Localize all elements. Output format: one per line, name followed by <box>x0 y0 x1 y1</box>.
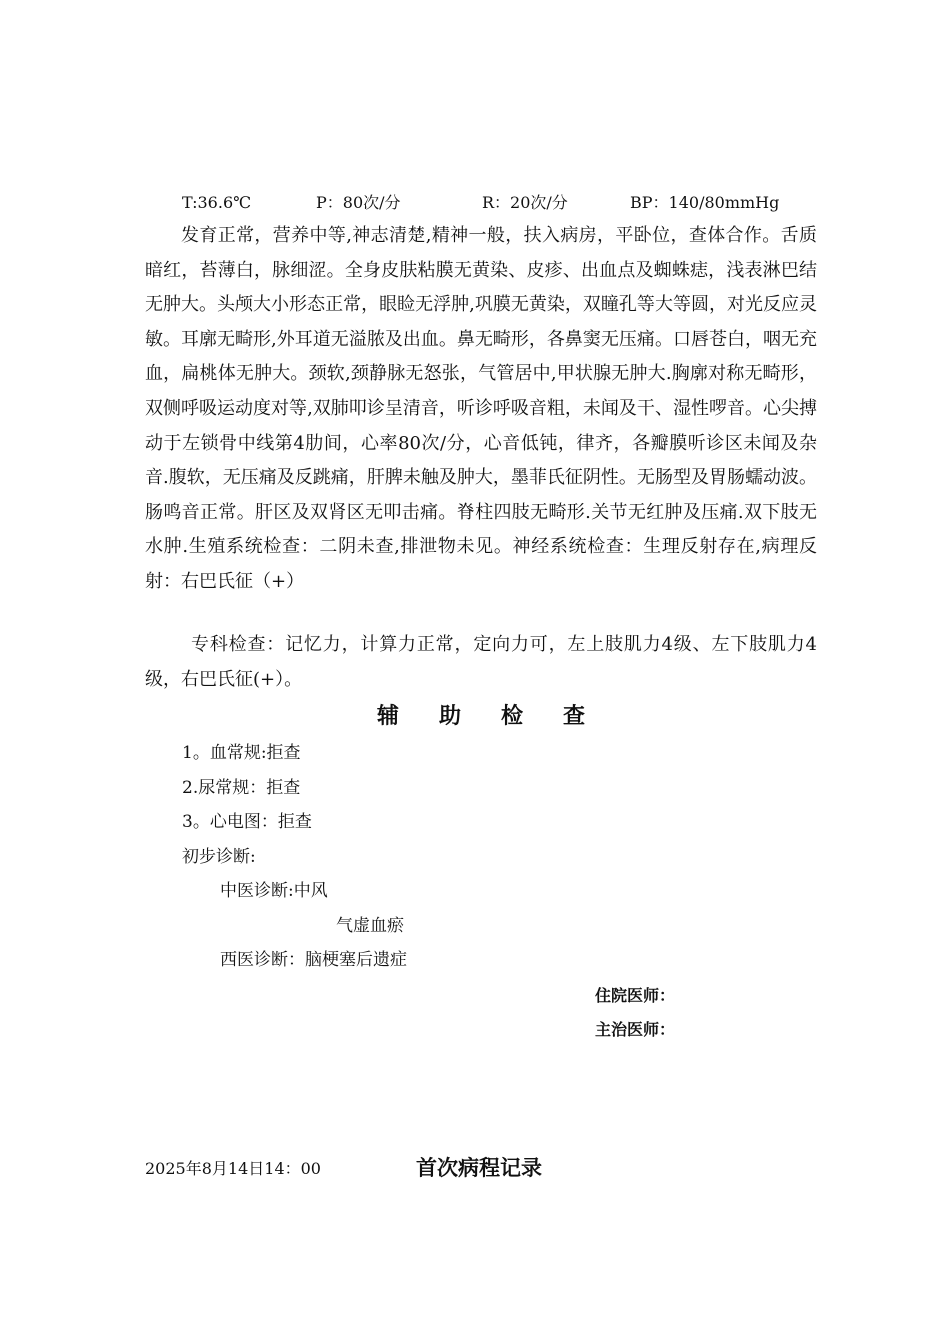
aux-item-blood-routine: 1。血常规:拒查 <box>182 743 301 763</box>
first-course-record-title: 首次病程记录 <box>416 1156 542 1180</box>
record-datetime: 2025年8月14日14：00 <box>145 1159 321 1178</box>
western-diagnosis: 西医诊断：脑梗塞后遗症 <box>220 950 407 970</box>
blood-pressure-value: BP：140/80mmHg <box>630 193 780 212</box>
tcm-syndrome: 气虚血瘀 <box>336 916 404 936</box>
aux-item-ecg: 3。心电图：拒查 <box>182 812 312 832</box>
preliminary-diagnosis-heading: 初步诊断: <box>182 847 256 867</box>
temperature-value: T:36.6℃ <box>182 193 252 212</box>
attending-physician-signature: 主治医师： <box>595 1020 676 1039</box>
resident-physician-signature: 住院医师： <box>595 986 676 1005</box>
specialty-exam-paragraph: 专科检查：记忆力，计算力正常，定向力可，左上肢肌力4级、左下肢肌力4级，右巴氏征(+）。 <box>145 634 817 690</box>
aux-item-urine-routine: 2.尿常规：拒查 <box>182 778 301 798</box>
pulse-value: P：80次/分 <box>316 193 401 212</box>
respiration-value: R：20次/分 <box>482 193 568 212</box>
auxiliary-exam-title: 辅助检查 <box>376 704 625 729</box>
physical-exam-paragraph: 发育正常，营养中等,神志清楚,精神一般，扶入病房，平卧位，查体合作。舌质暗红，苔薄白，脉细涩。全身皮肤粘膜无黄染、皮疹、出血点及蜘蛛痣，浅表淋巴结无肿大。头颅大小形态正常，眼睑无浮肿,巩膜无黄染，双瞳孔等大等圆，对光反应灵敏。耳廓无畸形,外耳道无溢脓及出血。鼻无畸形，各鼻窦无压痛。口唇苍白，咽无充血，扁桃体无肿大。颈软,颈静脉无怒张，气管居中,甲状腺无肿大.胸廓对称无畸形，双侧呼吸运动度对等,双肺叩诊呈清音，听诊呼吸音粗，未闻及干、湿性啰音。心尖搏动于左锁骨中线第4肋间，心率80次/分，心音低钝，律齐，各瓣膜听诊区未闻及杂音.腹软，无压痛及反跳痛，肝脾未触及肿大，墨菲氏征阴性。无肠型及胃肠蠕动波。肠鸣音正常。肝区及双肾区无叩击痛。脊柱四肢无畸形.关节无红肿及压痛.双下肢无水肿.生殖系统检查：二阴未查,排泄物未见。神经系统检查：生理反射存在,病理反射：右巴氏征（+） <box>145 225 817 592</box>
tcm-diagnosis: 中医诊断:中风 <box>220 881 328 901</box>
